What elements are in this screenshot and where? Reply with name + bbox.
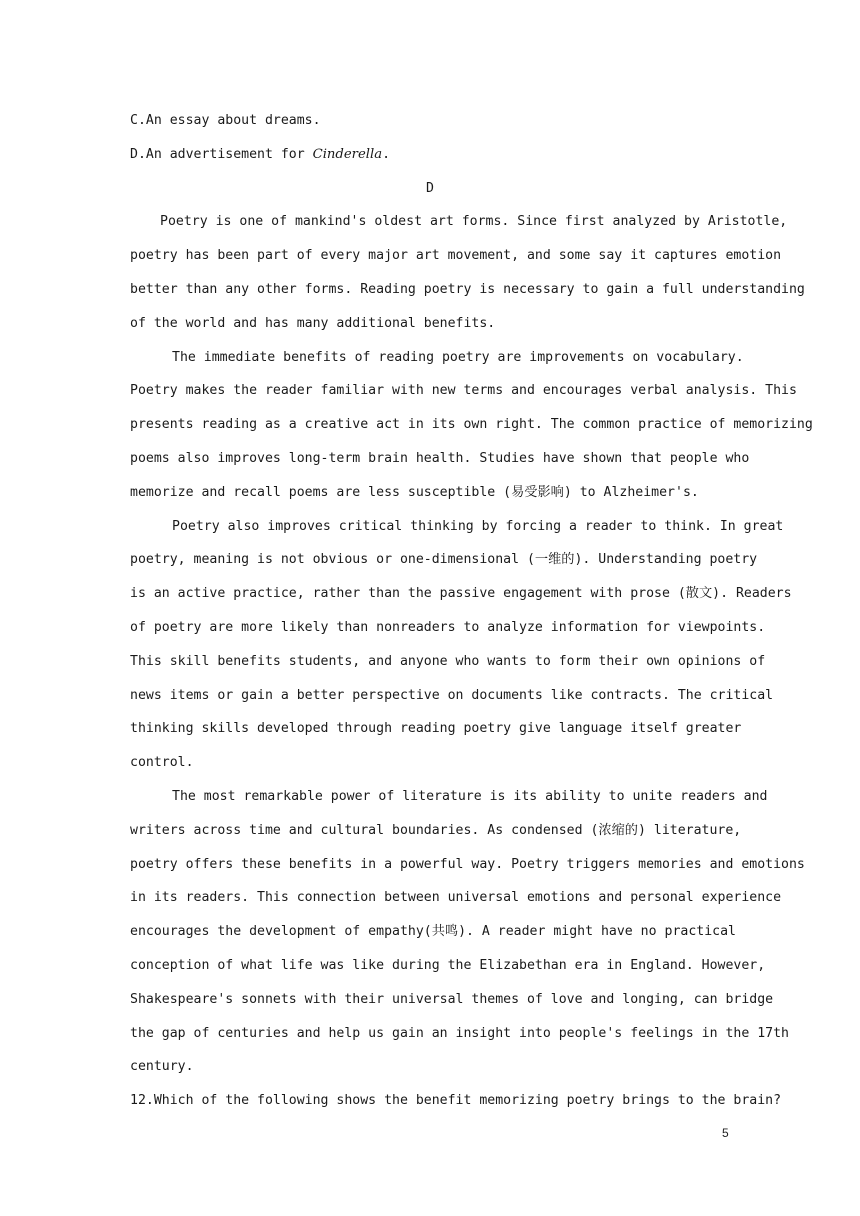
- passage-label: D: [426, 180, 434, 196]
- paragraph-line: The immediate benefits of reading poetry are improvements on vocabulary.: [172, 349, 744, 365]
- paragraph-line: the gap of centuries and help us gain an insight into people's feelings in the 17th: [130, 1025, 789, 1041]
- page-number: 5: [722, 1126, 729, 1140]
- paragraph-line: conception of what life was like during the Elizabethan era in England. However,: [130, 957, 766, 973]
- paragraph-line: control.: [130, 755, 194, 771]
- paragraph-line: in its readers. This connection between universal emotions and personal experience: [130, 890, 782, 906]
- paragraph-1: [130, 205, 805, 340]
- paragraph-2: [130, 341, 813, 510]
- paragraph-line: of the world and has many additional benefits.: [130, 315, 496, 331]
- paragraph-line: century.: [130, 1059, 194, 1075]
- paragraph-4: [130, 780, 805, 1084]
- paragraph-line: Poetry makes the reader familiar with new terms and encourages verbal analysis. This: [130, 383, 797, 399]
- paragraph-line: is an active practice, rather than the passive engagement with prose (散文). Readers: [130, 586, 792, 602]
- question-12: 12.Which of the following shows the benefit memorizing poetry brings to the brain?: [130, 1093, 782, 1109]
- option-d: [130, 138, 730, 172]
- paragraph-line: encourages the development of empathy(共鸣). A reader might have no practical: [130, 924, 736, 940]
- paragraph-line: The most remarkable power of literature is its ability to unite readers and: [172, 788, 768, 804]
- paragraph-line: of poetry are more likely than nonreaders to analyze information for viewpoints.: [130, 619, 766, 635]
- option-d-suffix: .: [382, 146, 391, 162]
- paragraph-line: poetry has been part of every major art movement, and some say it captures emotion: [130, 248, 782, 264]
- paragraph-line: poetry, meaning is not obvious or one-dimensional (一维的). Understanding poetry: [130, 552, 758, 568]
- paragraph-line: memorize and recall poems are less susceptible (易受影响) to Alzheimer's.: [130, 484, 699, 500]
- paragraph-line: writers across time and cultural boundaries. As condensed (浓缩的) literature,: [130, 822, 742, 838]
- paragraph-3: [130, 510, 792, 780]
- paragraph-line: Shakespeare's sonnets with their universal themes of love and longing, can bridge: [130, 991, 774, 1007]
- paragraph-line: better than any other forms. Reading poetry is necessary to gain a full understanding: [130, 281, 805, 297]
- paragraph-line: poems also improves long-term brain health. Studies have shown that people who: [130, 450, 750, 466]
- paragraph-line: Poetry is one of mankind's oldest art forms. Since first analyzed by Aristotle,: [160, 214, 788, 230]
- paragraph-line: presents reading as a creative act in its own right. The common practice of memorizing: [130, 417, 813, 433]
- option-c: C.An essay about dreams.: [130, 113, 321, 128]
- option-d-title: Cinderella: [312, 146, 383, 162]
- paragraph-line: news items or gain a better perspective on documents like contracts. The critical: [130, 687, 774, 703]
- option-d-prefix: D.An advertisement for: [130, 146, 313, 162]
- document-page: [130, 104, 813, 1118]
- paragraph-line: thinking skills developed through reading poetry give language itself greater: [130, 721, 742, 737]
- paragraph-line: poetry offers these benefits in a powerful way. Poetry triggers memories and emotions: [130, 856, 805, 872]
- paragraph-line: This skill benefits students, and anyone who wants to form their own opinions of: [130, 653, 766, 669]
- paragraph-line: Poetry also improves critical thinking by forcing a reader to think. In great: [172, 518, 784, 534]
